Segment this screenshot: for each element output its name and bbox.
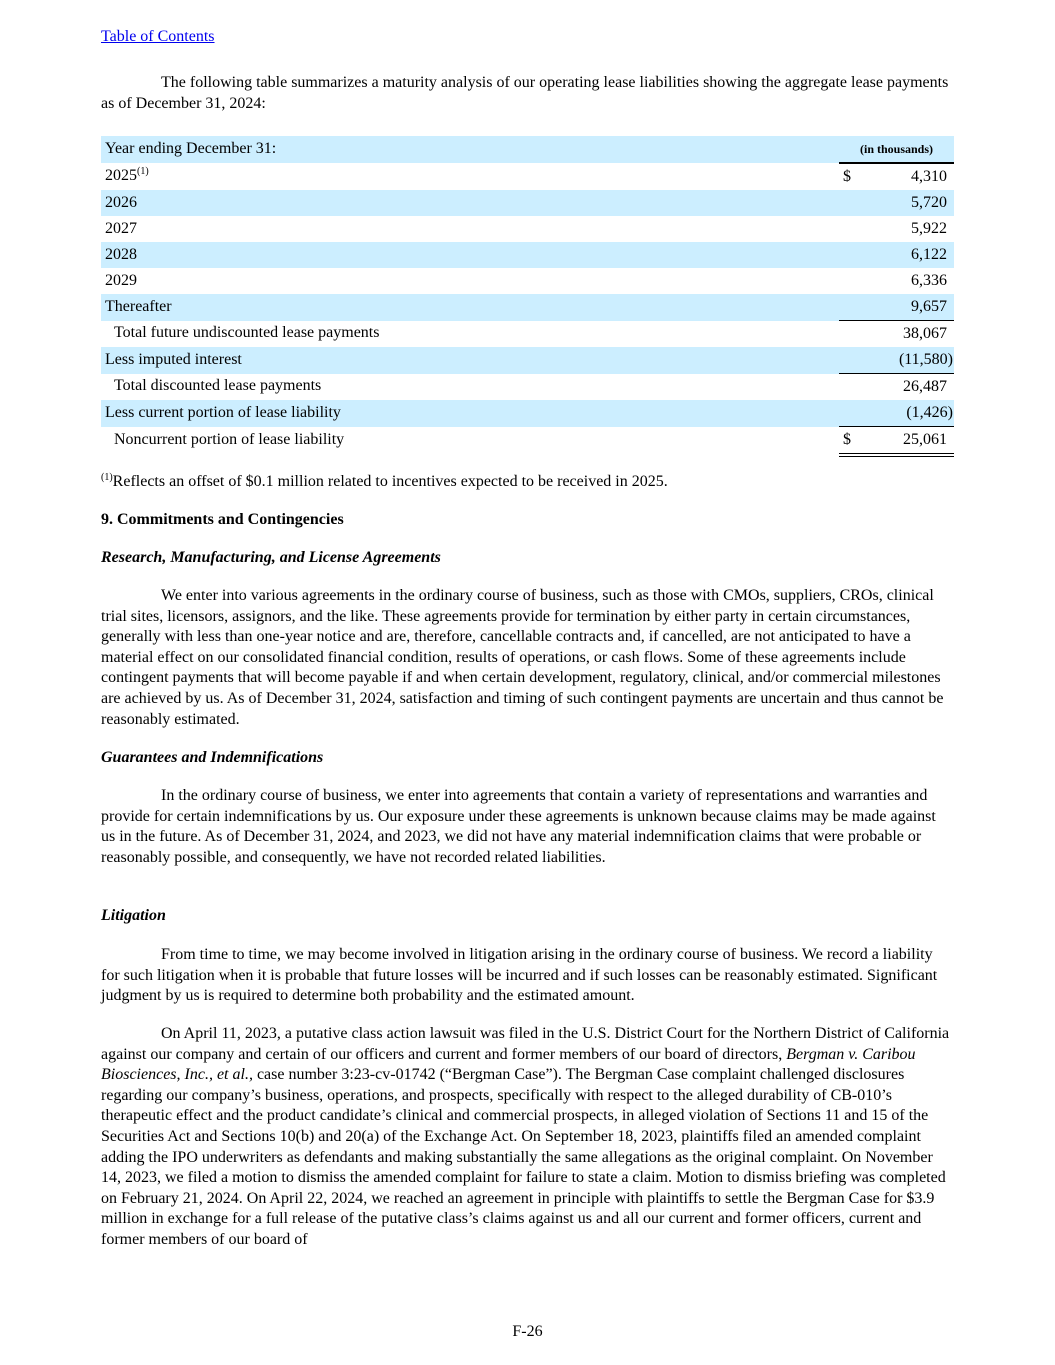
row-value: 26,487 (867, 374, 954, 401)
dollar-sign: $ (843, 167, 851, 185)
litigation-paragraph: From time to time, we may become involved in litigation arising in the ordinary course of business. We record a liability for such litigation when it is probable that future losses will be incurred and if such losses can be reasonably estimated. Significant judgment by us is required to determine both probability and the estimated amount. (101, 946, 938, 1005)
row-value: 6,336 (911, 271, 947, 289)
row-label: Total discounted lease payments (114, 377, 322, 395)
table-row (101, 216, 954, 242)
footnote-text: Reflects an offset of $0.1 million related to incentives expected to be received in 2025. (112, 473, 668, 490)
row-value: (11,580) (867, 347, 954, 374)
dollar-sign: $ (839, 427, 867, 456)
header-label: Year ending December 31: (101, 136, 829, 163)
table-row-total (101, 427, 954, 456)
row-label: 2025 (105, 167, 137, 185)
footnote-marker: (1) (101, 472, 113, 483)
table-of-contents-link[interactable]: Table of Contents (101, 28, 215, 45)
table-row (101, 190, 954, 216)
table-footnote (101, 472, 668, 493)
page-number: F-26 (512, 1323, 543, 1340)
units-label: (in thousands) (839, 136, 954, 163)
row-label: 2027 (105, 219, 137, 237)
footnote-ref: (1) (137, 166, 149, 178)
row-label: 2028 (101, 242, 829, 268)
table-header-row (101, 136, 954, 163)
row-value: 5,720 (867, 190, 954, 216)
row-label: Total future undiscounted lease payments (114, 324, 380, 342)
row-label: 2029 (105, 271, 137, 289)
section-title: 9. Commitments and Contingencies (101, 511, 344, 528)
table-row (101, 347, 954, 374)
row-label: Less current portion of lease liability (101, 400, 829, 427)
research-paragraph: We enter into various agreements in the ordinary course of business, such as those with CMOs, suppliers, CROs, clinical trial sites, licensors, assignors, and the like. These agreements provide for termination by either party in certain circumstances, generally with less than one-year notice and are, therefore, cancellable contracts and, if cancelled, are not anticipated to have a material effect on our consolidated financial condition, results of operations, or cash flows. Some of these agreements include contingent payments that will become payable if and when certain development, regulatory, clinical, and/or commercial milestones are achieved by us. As of December 31, 2024, satisfaction and timing of such contingent payments are uncertain and thus cannot be reasonably estimated. (101, 587, 944, 728)
row-value: 25,061 (867, 427, 954, 456)
row-value: (1,426) (867, 400, 954, 427)
guarantees-paragraph: In the ordinary course of business, we enter into agreements that contain a variety of representations and warranties and provide for certain indemnifications by us. Our exposure under these agreements is unknown because claims may be made against us in the future. As of December 31, 2024, and 2023, we did not have any material indemnification claims that were probable or reasonably possible, and consequently, we have not recorded related liabilities. (101, 787, 936, 866)
lease-maturity-table (101, 136, 954, 457)
intro-paragraph: The following table summarizes a maturity analysis of our operating lease liabilities showing the aggregate lease payments as of December 31, 2024: (101, 74, 949, 112)
row-label: Less imputed interest (101, 347, 829, 374)
table-row (101, 294, 954, 321)
table-row (101, 242, 954, 268)
table-row (101, 400, 954, 427)
bergman-paragraph: On April 11, 2023, a putative class action lawsuit was filed in the U.S. District Court for the Northern District of California against our company and certain of our officers and current and former members of our board of directors, Bergman v. Caribou Biosciences, Inc., et al., case number 3:23-cv-01742 (“Bergman Case”). The Bergman Case complaint challenged disclosures regarding our company’s business, operations, and prospects, specifically with respect to the alleged durability of CB-010’s therapeutic effect and the product candidate’s clinical and commercial prospects, in alleged violation of Sections 11 and 15 of the Securities Act and Sections 10(b) and 20(a) of the Exchange Act. On September 18, 2023, plaintiffs filed an amended complaint adding the IPO underwriters as defendants and making substantially the same allegations as the original complaint. On November 14, 2023, we filed a motion to dismiss the amended complaint for failure to state a claim. Motion to dismiss briefing was completed on February 21, 2024. On April 22, 2024, we reached an agreement in principle with plaintiffs to settle the Bergman Case for $3.9 million in exchange for a full release of the putative class’s claims against us and all our current and former officers, current and former members of our board of (101, 1025, 950, 1248)
row-value: 9,657 (867, 294, 954, 321)
table-row (101, 163, 954, 190)
subsection-title-litigation: Litigation (101, 907, 166, 924)
table-row (101, 268, 954, 294)
row-value: 5,922 (911, 219, 947, 237)
row-value: 6,122 (867, 242, 954, 268)
row-value: 4,310 (911, 167, 947, 185)
table-row-total (101, 321, 954, 348)
table-row-total (101, 374, 954, 401)
subsection-title-research: Research, Manufacturing, and License Agreements (101, 549, 441, 566)
subsection-title-guarantees: Guarantees and Indemnifications (101, 749, 324, 766)
row-label: Thereafter (101, 294, 829, 321)
case-name: Bergman v. Caribou Biosciences, Inc., et al., (101, 1045, 916, 1084)
row-value: 38,067 (867, 321, 954, 348)
row-label: 2026 (101, 190, 829, 216)
row-label: Noncurrent portion of lease liability (114, 431, 345, 449)
